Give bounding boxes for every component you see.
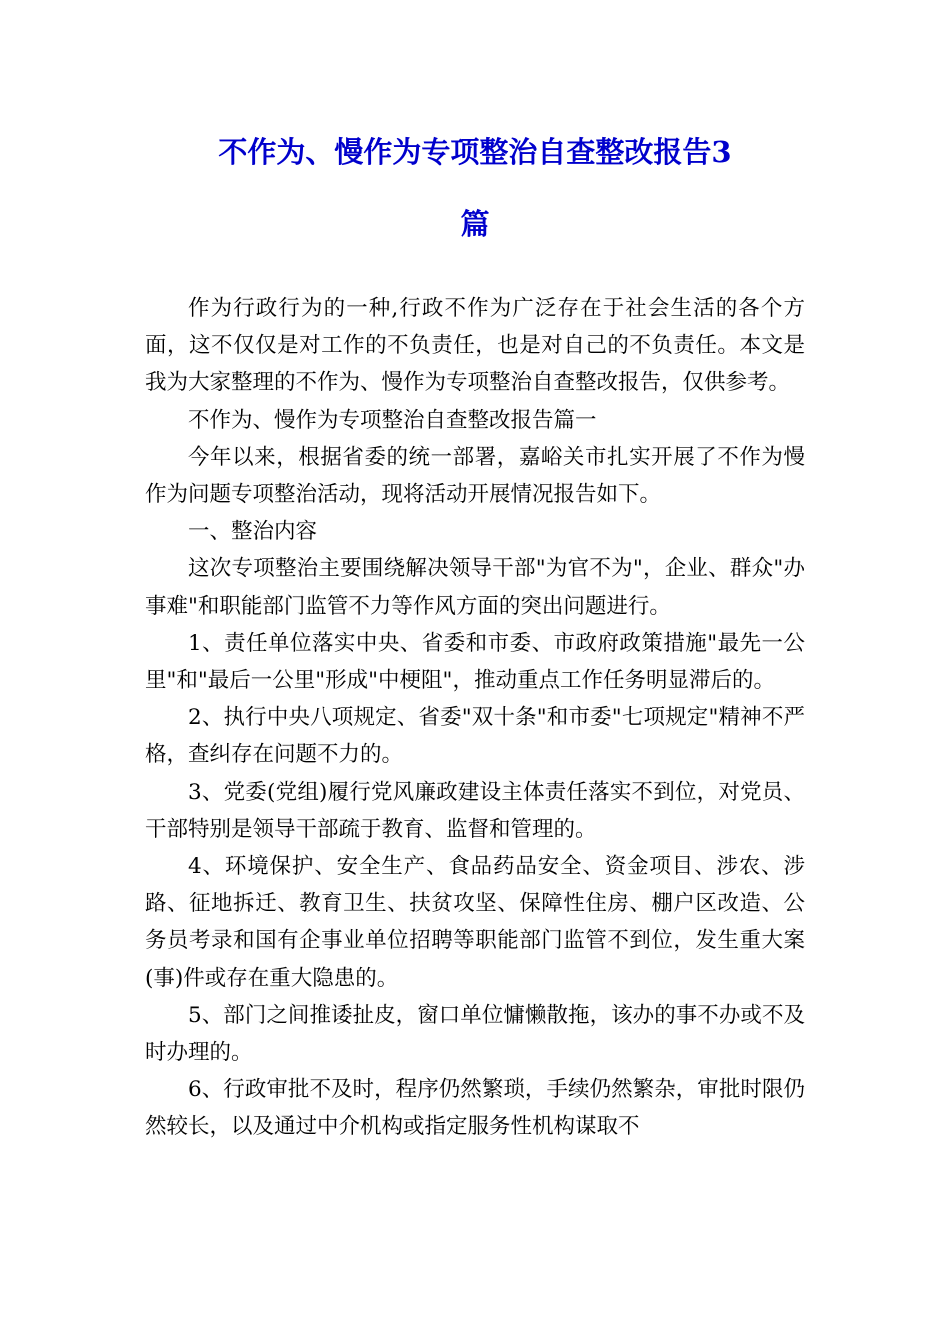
paragraph-overview: 今年以来，根据省委的统一部署，嘉峪关市扎实开展了不作为慢作为问题专项整治活动，现将活动开展情况报告如下。 <box>145 444 805 508</box>
section-heading-part-one: 不作为、慢作为专项整治自查整改报告篇一 <box>188 407 597 433</box>
list-item-6: 6、行政审批不及时，程序仍然繁琐，手续仍然繁杂，审批时限仍然较长，以及通过中介机构或指定服务性机构谋取不 <box>145 1077 805 1140</box>
list-item-5: 5、部门之间推诿扯皮，窗口单位慵懒散拖，该办的事不办或不及时办理的。 <box>145 1002 805 1066</box>
paragraph-scope: 这次专项整治主要围绕解决领导干部"为官不为"，企业、群众"办事难"和职能部门监管不力等作风方面的突出问题进行。 <box>145 556 805 619</box>
document-title-line-1: 不作为、慢作为专项整治自查整改报告3 <box>218 135 732 169</box>
paragraph-intro: 作为行政行为的一种,行政不作为广泛存在于社会生活的各个方面，这不仅仅是对工作的不负责任，也是对自己的不负责任。本文是我为大家整理的不作为、慢作为专项整治自查整改报告，仅供参考。 <box>145 296 805 396</box>
document-title-line-2: 篇 <box>460 207 490 241</box>
list-item-2: 2、执行中央八项规定、省委"双十条"和市委"七项规定"精神不严格，查纠存在问题不力的。 <box>145 705 805 768</box>
list-item-1: 1、责任单位落实中央、省委和市委、市政府政策措施"最先一公里"和"最后一公里"形成"中梗阻"，推动重点工作任务明显滞后的。 <box>145 630 805 694</box>
document-body <box>145 290 805 1146</box>
list-item-4: 4、环境保护、安全生产、食品药品安全、资金项目、涉农、涉路、征地拆迁、教育卫生、扶贫攻坚、保障性住房、棚户区改造、公务员考录和国有企事业单位招聘等职能部门监管不到位，发生重大案(事)件或存在重大隐患的。 <box>145 854 805 991</box>
list-item-3: 3、党委(党组)履行党风廉政建设主体责任落实不到位，对党员、干部特别是领导干部疏于教育、监督和管理的。 <box>145 779 805 842</box>
section-heading-content: 一、整治内容 <box>188 519 318 545</box>
